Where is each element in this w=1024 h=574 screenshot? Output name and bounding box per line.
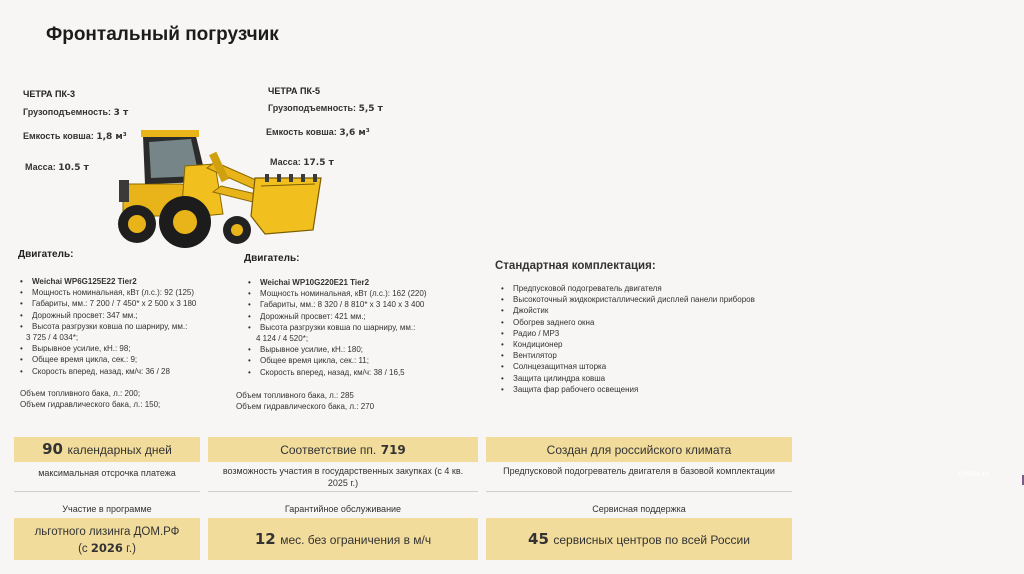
engine-title-pk3: Двигатель: <box>18 249 74 260</box>
list-item: • Общее время цикла, сек.: 11; <box>260 355 475 366</box>
tank-fuel-pk3: Объем топливного бака, л.: 200; <box>20 389 141 398</box>
tank-hydraulic-pk3: Объем гидравлического бака, л.: 150; <box>20 400 161 409</box>
list-item: • Кондиционер <box>513 339 783 350</box>
model-name-pk5: ЧЕТРА ПК-5 <box>268 86 321 96</box>
list-item: • Защита фар рабочего освещения <box>513 384 783 395</box>
list-item: • Дорожный просвет: 421 мм.; <box>260 311 475 322</box>
highlight-leasing: льготного лизинга ДОМ.РФ (с 2026 г.) <box>14 518 200 560</box>
list-item: • Скорость вперед, назад, км/ч: 38 / 16,5 <box>260 367 475 378</box>
list-item: • Общее время цикла, сек.: 9; <box>32 354 237 365</box>
highlight-service-caption: Сервисная поддержка <box>592 504 686 514</box>
highlight-service: 45 сервисных центров по всей России <box>486 518 792 560</box>
tank-hydraulic-pk5: Объем гидравлического бака, л.: 270 <box>236 402 375 411</box>
engine-title-pk5: Двигатель: <box>244 253 300 264</box>
capacity-pk3: Грузоподъемность: 3 т <box>23 107 129 118</box>
highlight-climate: Создан для российского климата <box>486 437 792 462</box>
mass-pk3: Масса: 10.5 т <box>25 162 89 173</box>
highlight-leasing-caption: Участие в программе <box>62 504 152 514</box>
tank-fuel-pk5: Объем топливного бака, л.: 285 <box>236 391 354 400</box>
list-item: • Радио / MP3 <box>513 328 783 339</box>
list-item: • Высота разгрузки ковша по шарниру, мм.: <box>260 322 475 333</box>
list-item: • Скорость вперед, назад, км/ч: 36 / 28 <box>32 366 237 377</box>
wheel-loader-image <box>115 126 325 250</box>
bucket-pk5: Емкость ковша: 3,6 м³ <box>266 127 370 138</box>
engine-specs-pk3 <box>18 276 237 377</box>
standard-equipment-title: Стандартная комплектация: <box>495 260 656 272</box>
model-name-pk3: ЧЕТРА ПК-3 <box>23 89 76 99</box>
list-item: • Высота разгрузки ковша по шарниру, мм.: <box>32 321 237 332</box>
bucket-pk3: Емкость ковша: 1,8 м³ <box>23 131 127 142</box>
standard-equipment-list <box>499 283 783 395</box>
list-item: 3 725 / 4 034*; <box>26 333 79 343</box>
list-item: • Вентилятор <box>513 350 783 361</box>
capacity-pk5: Грузоподъемность: 5,5 т <box>268 103 383 114</box>
list-item: • Вырывное усилие, кН.: 180; <box>260 344 475 355</box>
list-item: 4 124 / 4 520*; <box>256 334 309 344</box>
highlight-procurement: Соответствие пп. 719 <box>208 437 478 462</box>
divider <box>14 491 200 492</box>
highlight-warranty-caption: Гарантийное обслуживание <box>284 504 402 514</box>
highlight-procurement-caption: возможность участия в государственных закупках (с 4 кв. 2025 г.) <box>222 466 464 488</box>
list-item: • Обогрев заднего окна <box>513 317 783 328</box>
list-item: • Weichai WP10G220E21 Tier2 <box>260 277 475 288</box>
engine-specs-pk5 <box>246 277 475 378</box>
list-item: • Защита цилиндра ковша <box>513 373 783 384</box>
watermark: chetra.ru <box>958 469 990 478</box>
list-item: • Джойстик <box>513 305 783 316</box>
list-item: • Мощность номинальная, кВт (л.с.): 162 (220) <box>260 288 475 299</box>
highlight-deferral: 90 календарных дней <box>14 437 200 462</box>
list-item: • Предпусковой подогреватель двигателя <box>513 283 783 294</box>
list-item: • Мощность номинальная, кВт (л.с.): 92 (125) <box>32 287 237 298</box>
list-item: • Солнцезащитная шторка <box>513 361 783 372</box>
list-item: • Габариты, мм.: 8 320 / 8 810* х 3 140 х 3 400 <box>260 299 475 310</box>
list-item: • Вырывное усилие, кН.: 98; <box>32 343 237 354</box>
mass-pk5: Масса: 17.5 т <box>270 157 334 168</box>
list-item: • Weichai WP6G125E22 Tier2 <box>32 276 237 287</box>
list-item: • Высокоточный жидкокристаллический дисплей панели приборов <box>513 294 783 305</box>
list-item: • Дорожный просвет: 347 мм.; <box>32 310 237 321</box>
highlight-climate-caption: Предпусковой подогреватель двигателя в базовой комплектации <box>503 466 775 476</box>
divider <box>208 491 478 492</box>
page-title: Фронтальный погрузчик <box>46 24 279 45</box>
list-item: • Габариты, мм.: 7 200 / 7 450* х 2 500 х 3 180 <box>32 298 237 309</box>
highlight-deferral-caption: максимальная отсрочка платежа <box>38 468 176 478</box>
highlight-warranty: 12 мес. без ограничения в м/ч <box>208 518 478 560</box>
divider <box>486 491 792 492</box>
